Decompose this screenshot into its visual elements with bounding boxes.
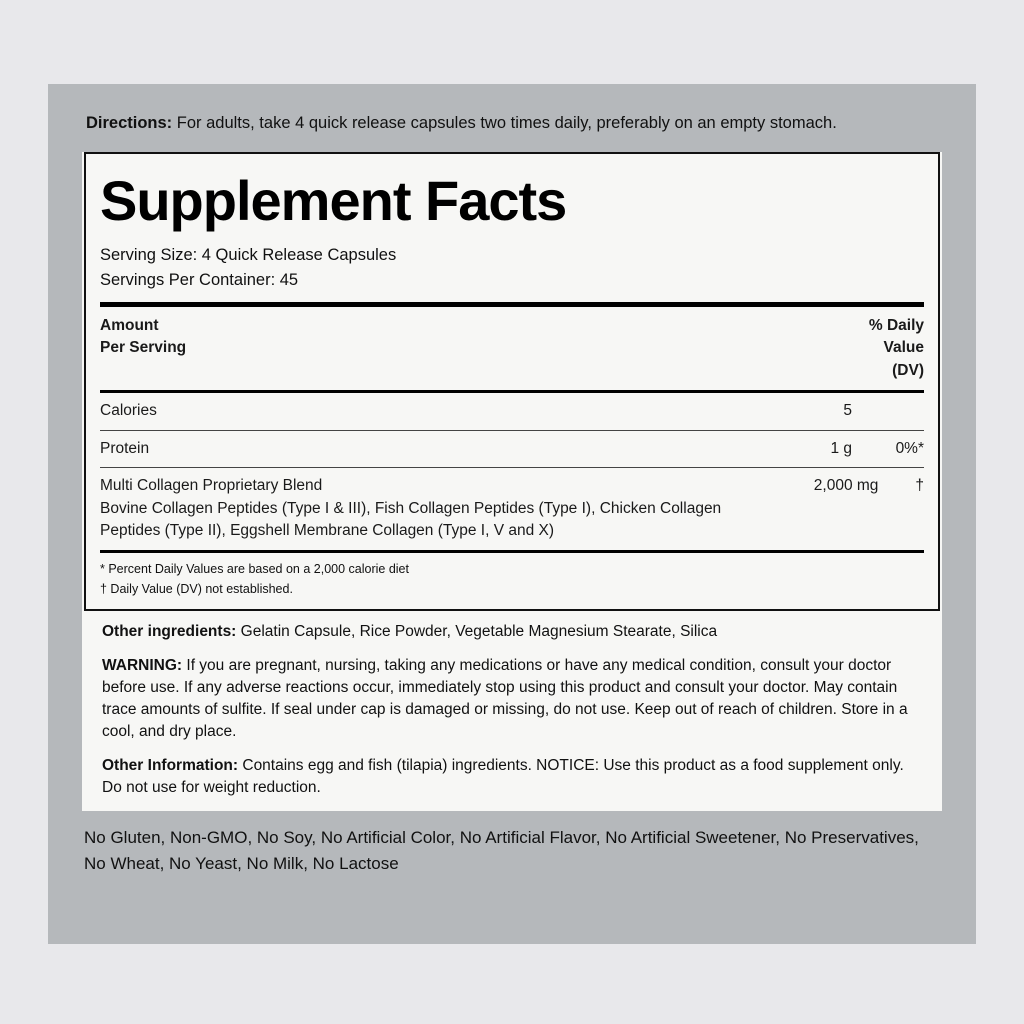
- other-information-label: Other Information:: [102, 757, 239, 775]
- blend-name: Multi Collagen Proprietary Blend: [100, 477, 323, 495]
- warning-line: [102, 655, 922, 743]
- blend-description: Bovine Collagen Peptides (Type I & III), Fish Collagen Peptides (Type I), Chicken Collagen Peptides (Type II), Eggshell Membrane Collagen (Type I, V and X): [100, 499, 722, 540]
- directions-line: [86, 112, 944, 134]
- table-header-row: [100, 307, 924, 390]
- product-claims: No Gluten, Non-GMO, No Soy, No Artificial Color, No Artificial Flavor, No Artificial Sweetener, No Preservatives, No Wheat, No Yeast, No Milk, No Lactose: [84, 828, 919, 873]
- supplement-facts-card: [82, 152, 942, 811]
- nutrient-amount: 1 g: [830, 439, 852, 457]
- dv-header: [869, 315, 924, 382]
- directions-label: Directions:: [86, 114, 173, 132]
- footnote-dagger: † Daily Value (DV) not established.: [100, 582, 293, 597]
- table-row-blend: [100, 468, 924, 549]
- amount-header: [100, 315, 186, 360]
- blend-text: [100, 475, 783, 542]
- other-information-text: Contains egg and fish (tilapia) ingredients. NOTICE: Use this product as a food supplement only. Do not use for weight reduction.: [102, 757, 904, 797]
- supplementary-text-block: [82, 611, 942, 799]
- nutrient-name: Calories: [100, 402, 157, 420]
- other-ingredients-text: Gelatin Capsule, Rice Powder, Vegetable Magnesium Stearate, Silica: [236, 623, 718, 641]
- supplement-facts-box: [84, 152, 940, 611]
- dv-header-line2: Value: [883, 339, 924, 357]
- warning-text: If you are pregnant, nursing, taking any medications or have any medical condition, consult your doctor before use. If any adverse reactions occur, immediately stop using this product and consult your doctor. May contain trace amounts of sulfite. If seal under cap is damaged or missing, do not use. Keep out of reach of children. Store in a cool, and dry place.: [102, 657, 908, 741]
- other-ingredients-line: [102, 621, 922, 643]
- serving-size: Serving Size: 4 Quick Release Capsules: [100, 245, 397, 264]
- dv-header-line1: % Daily: [868, 316, 924, 334]
- footnote-percent-dv: * Percent Daily Values are based on a 2,000 calorie diet: [100, 561, 409, 576]
- directions-text: For adults, take 4 quick release capsules two times daily, preferably on an empty stomach.: [172, 114, 837, 132]
- other-information-line: [102, 755, 922, 799]
- blend-dv: †: [915, 477, 924, 495]
- nutrient-dv: 0%*: [895, 439, 924, 457]
- nutrient-amount: 5: [843, 402, 852, 420]
- amount-header-line2: Per Serving: [100, 339, 187, 357]
- table-row: [100, 431, 924, 467]
- servings-per-container: Servings Per Container: 45: [100, 271, 299, 290]
- supplement-facts-title: Supplement Facts: [100, 169, 567, 232]
- amount-header-line1: Amount: [100, 316, 159, 334]
- other-ingredients-label: Other ingredients:: [102, 623, 237, 641]
- nutrient-name: Protein: [100, 439, 150, 457]
- warning-label: WARNING:: [102, 657, 183, 675]
- blend-amount: 2,000 mg: [813, 477, 879, 495]
- dv-header-line3: (DV): [892, 361, 924, 379]
- table-row: [100, 393, 924, 429]
- label-panel: [48, 84, 976, 944]
